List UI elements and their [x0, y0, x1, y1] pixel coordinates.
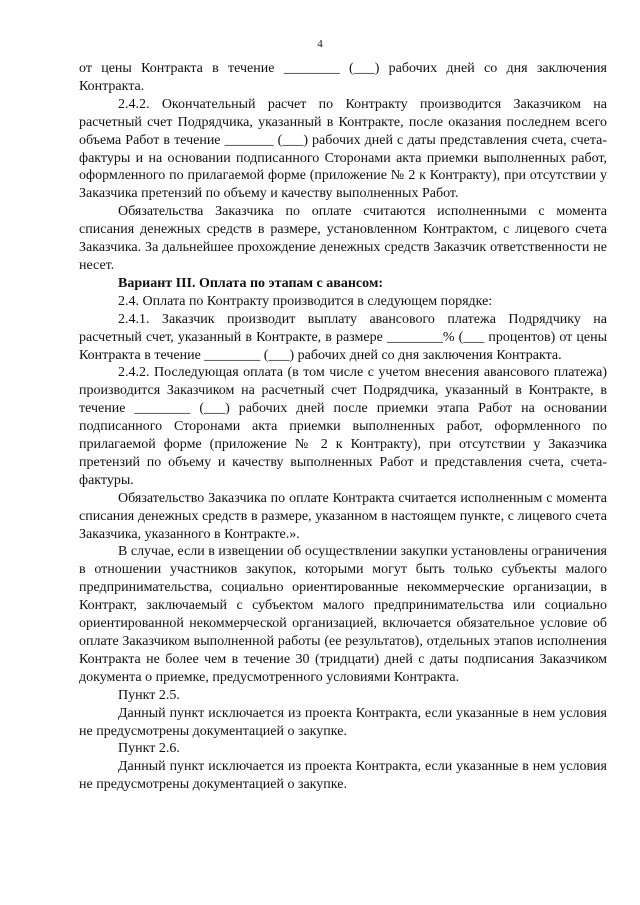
- document-body: [79, 60, 607, 794]
- paragraph: Обязательства Заказчика по оплате считаются исполненными с момента списания денежных средств в размере, установленном Контрактом, с лицевого счета Заказчика. За дальнейшее прохождение денежных средств Заказчик ответственности не несет.: [79, 204, 607, 273]
- paragraph: Данный пункт исключается из проекта Контракта, если указанные в нем условия не предусмотрены документацией о закупке.: [79, 705, 607, 739]
- paragraph: 2.4.1. Заказчик производит выплату авансового платежа Подрядчику на расчетный счет, указанный в Контракте, в размере ________% (___ процентов) от цены Контракта в течение ________ (___) рабочих дней со дня заключения Контракта.: [79, 311, 607, 363]
- clause-label: Пункт 2.5.: [118, 687, 180, 703]
- paragraph: Обязательство Заказчика по оплате Контракта считается исполненным с момента списания денежных средств в размере, указанном в настоящем пункте, с лицевого счета Заказчика, указанного в Контракте.».: [79, 490, 607, 542]
- paragraph: Данный пункт исключается из проекта Контракта, если указанные в нем условия не предусмотрены документацией о закупке.: [79, 759, 607, 793]
- paragraph: В случае, если в извещении об осуществлении закупки установлены ограничения в отношении участников закупок, которыми могут быть только субъекты малого предпринимательства, социально ориентированные некоммерческие организации, в Контракт, заключаемый с субъектом малого предпринимательства или социально ориентированной некоммерческой организацией, включается обязательное условие об оплате Заказчиком выполненной работы (ее результатов), отдельных этапов исполнения Контракта не более чем в течение 30 (тридцати) дней с даты подписания Заказчиком документа о приемке, предусмотренного условиями Контракта.: [79, 544, 607, 685]
- paragraph: 2.4. Оплата по Контракту производится в следующем порядке:: [118, 293, 493, 309]
- page-number: 4: [317, 38, 323, 50]
- clause-label: Пункт 2.6.: [118, 741, 180, 757]
- paragraph: 2.4.2. Окончательный расчет по Контракту производится Заказчиком на расчетный счет Подрядчика, указанный в Контракте, после оказания последнем всего объема Работ в течение _______ (___) рабочих дней с даты представления счета, счета-фактуры и на основании подписанного Сторонами акта приемки выполненных работ, оформленного по прилагаемой форме (приложение № 2 к Контракту), при отсутствии у Заказчика претензий по объему и качеству выполненных Работ.: [79, 96, 607, 202]
- paragraph: 2.4.2. Последующая оплата (в том числе с учетом внесения авансового платежа) производится Заказчиком на расчетный счет Подрядчика, указанный в Контракте, в течение ________ (___) рабочих дней после приемки этапа Работ на основании подписанного Сторонами акта приемки выполненных работ, оформленного по прилагаемой форме (приложение № 2 к Контракту), при отсутствии у Заказчика претензий по объему и качеству выполненных Работ и представления счета, счета-фактуры.: [79, 365, 607, 488]
- section-heading: Вариант III. Оплата по этапам с авансом:: [118, 275, 384, 291]
- paragraph: от цены Контракта в течение ________ (___) рабочих дней со дня заключения Контракта.: [79, 61, 607, 94]
